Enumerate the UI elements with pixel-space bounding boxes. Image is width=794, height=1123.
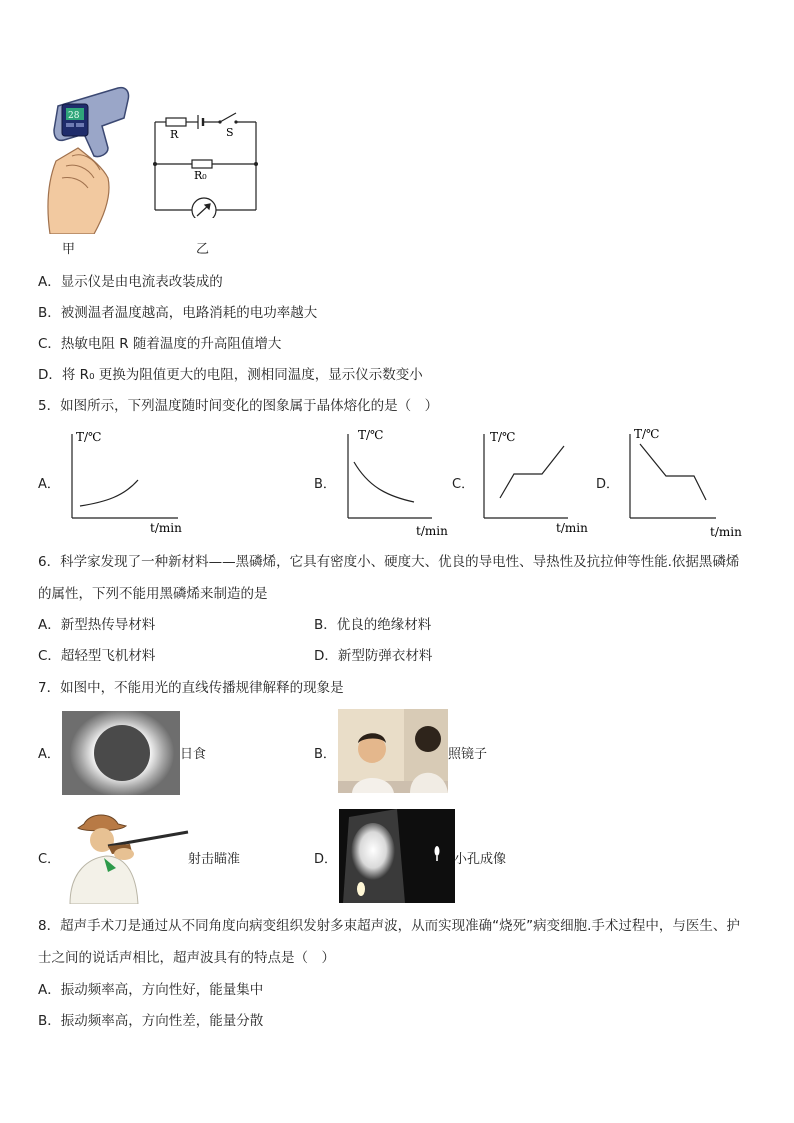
q7-option-d-caption: 小孔成像 <box>454 852 507 867</box>
q5-graph-b-x-label: t/min <box>416 524 448 538</box>
q7-option-b-letter: B． <box>314 747 336 762</box>
q7-option-c-letter: C． <box>38 852 61 867</box>
q7-option-a-letter: A． <box>38 747 60 762</box>
figure-caption-jia: 甲 <box>62 242 76 257</box>
q5-graph-d-x-label: t/min <box>710 525 742 539</box>
q7-option-a-caption: 日食 <box>180 747 207 762</box>
circuit-label-r: R <box>170 128 179 141</box>
q5-graph-a <box>66 424 196 536</box>
solar-eclipse-photo <box>62 711 180 795</box>
q4-option-b: B．被测温者温度越高，电路消耗的电功率越大 <box>38 305 318 321</box>
q5-graph-c-y-label: T/℃ <box>490 430 516 444</box>
q8-option-a: A．振动频率高，方向性好，能量集中 <box>38 982 264 998</box>
q5-graph-b <box>342 424 454 542</box>
q6-option-a: A．新型热传导材料 <box>38 617 156 633</box>
q5-graph-d <box>624 424 742 542</box>
shooting-aim-photo <box>60 810 190 904</box>
q5-option-a: A． <box>38 477 60 492</box>
q4-option-a: A．显示仪是由电流表改装成的 <box>38 274 223 290</box>
figure-caption-yi: 乙 <box>196 242 210 257</box>
q5-graph-d-y-label: T/℃ <box>634 427 660 441</box>
q6-option-b: B．优良的绝缘材料 <box>314 617 432 633</box>
circuit-diagram <box>150 108 262 218</box>
thermometer-gun-figure <box>42 86 134 234</box>
q7-option-c-caption: 射击瞄准 <box>188 852 241 867</box>
q5-graph-c-x-label: t/min <box>556 521 588 535</box>
q5-graph-b-y-label: T/℃ <box>358 428 384 442</box>
q5-graph-c <box>478 424 590 536</box>
circuit-label-s: S <box>226 126 234 139</box>
q4-option-d: D．将 R₀ 更换为阻值更大的电阻，测相同温度，显示仪示数变小 <box>38 367 423 383</box>
q7-option-d-letter: D． <box>314 852 338 867</box>
q5-option-b: B． <box>314 477 336 492</box>
q6-stem-line-2: 的属性，下列不能用黑磷烯来制造的是 <box>38 586 268 602</box>
q5-option-d: D． <box>596 477 620 492</box>
q5-stem: 5．如图所示，下列温度随时间变化的图象属于晶体熔化的是（ ） <box>38 398 439 414</box>
q5-option-c: C． <box>452 477 475 492</box>
q5-graph-a-x-label: t/min <box>150 521 182 535</box>
q7-stem: 7．如图中，不能用光的直线传播规律解释的现象是 <box>38 680 344 696</box>
q6-option-c: C．超轻型飞机材料 <box>38 648 156 664</box>
thermometer-display-value: 28 <box>68 111 80 121</box>
q8-option-b: B．振动频率高，方向性差，能量分散 <box>38 1013 264 1029</box>
q6-option-d: D．新型防弹衣材料 <box>314 648 433 664</box>
q4-option-c: C．热敏电阻 R 随着温度的升高阻值增大 <box>38 336 282 352</box>
circuit-label-r0: R₀ <box>194 169 207 182</box>
pinhole-imaging-photo <box>339 809 455 903</box>
q5-graph-a-y-label: T/℃ <box>76 430 102 444</box>
mirror-photo <box>338 709 448 793</box>
q6-stem-line-1: 6．科学家发现了一种新材料——黑磷烯，它具有密度小、硬度大、优良的导电性、导热性及抗拉伸等性能.依据黑磷烯 <box>38 554 740 570</box>
q8-stem-line-1: 8．超声手术刀是通过从不同角度向病变组织发射多束超声波，从而实现准确“烧死”病变细胞.手术过程中，与医生、护 <box>38 918 740 934</box>
q7-option-b-caption: 照镜子 <box>448 747 488 762</box>
q8-stem-line-2: 士之间的说话声相比，超声波具有的特点是（ ） <box>38 950 335 966</box>
